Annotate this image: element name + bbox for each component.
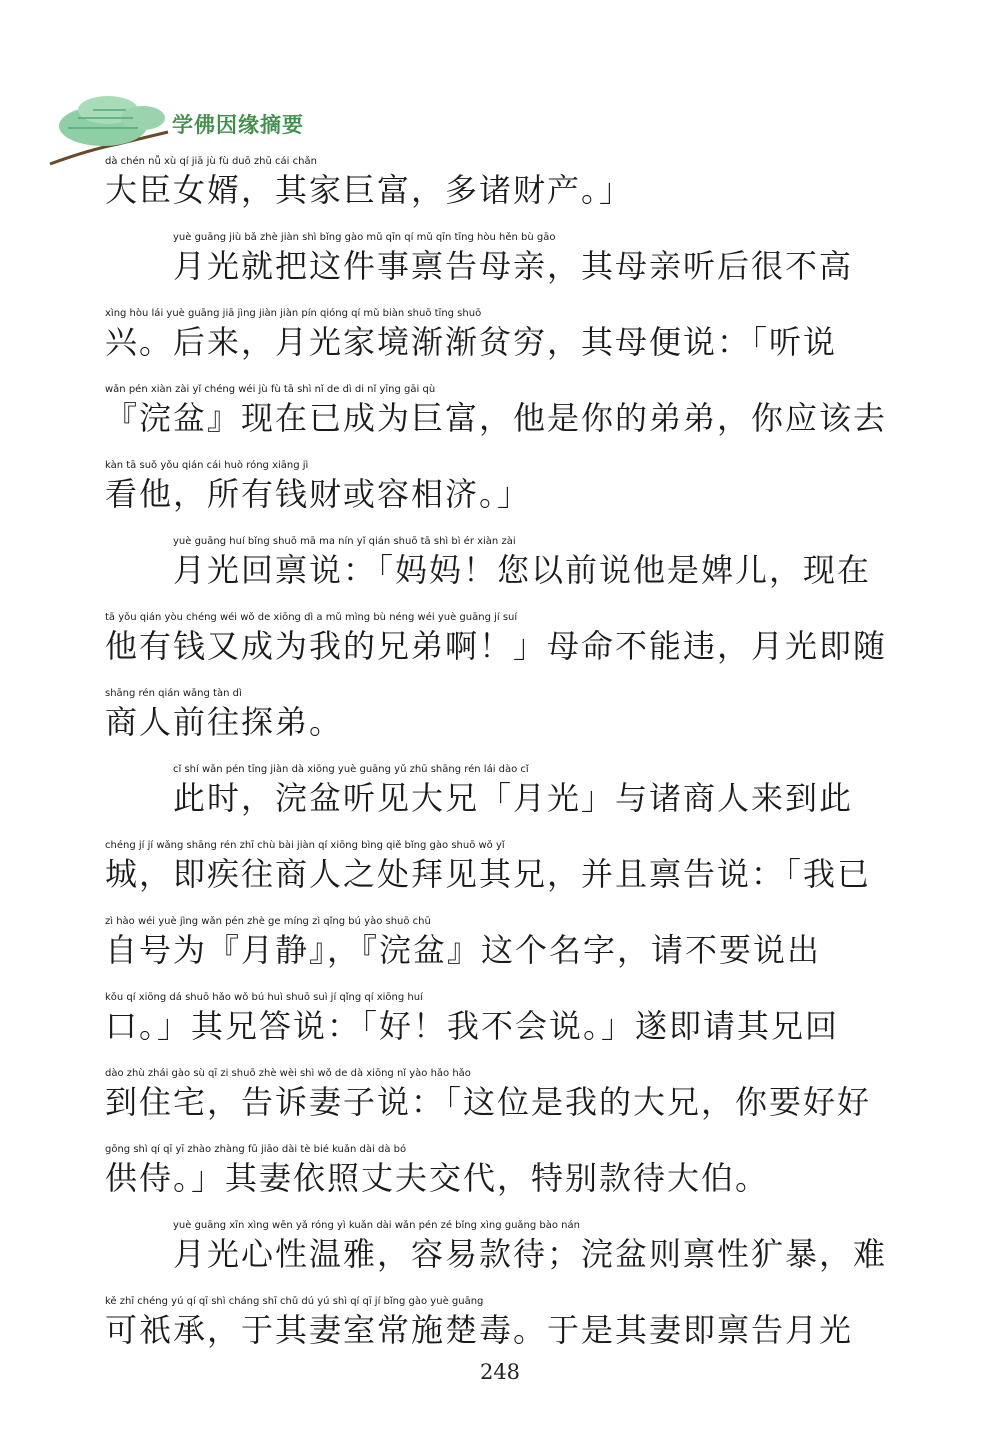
chinese-text: 供侍。」其妻依照丈夫交代，特别款待大伯。 bbox=[105, 1159, 770, 1197]
pinyin-annotation: kǒu qí xiōng dá shuō hǎo wǒ bú huì shuō suì jí qǐng qí xiōng huí bbox=[105, 992, 423, 1003]
pinyin-annotation: gōng shì qí qī yī zhào zhàng fū jiāo dài tè bié kuǎn dài dà bó bbox=[105, 1144, 407, 1155]
text-line bbox=[105, 534, 905, 610]
chinese-text: 月光就把这件事禀告母亲，其母亲听后很不高 bbox=[173, 247, 854, 285]
text-line bbox=[105, 1218, 905, 1294]
text-line bbox=[105, 1294, 905, 1370]
chinese-text: 此时，浣盆听见大兄「月光」与诸商人来到此 bbox=[173, 779, 854, 817]
pinyin-annotation: zì hào wéi yuè jìng wǎn pén zhè ge míng zì qǐng bú yào shuō chū bbox=[105, 916, 431, 927]
text-line bbox=[105, 762, 905, 838]
text-line bbox=[105, 610, 905, 686]
chinese-text: 月光回禀说：「妈妈！您以前说他是婢儿，现在 bbox=[173, 551, 872, 589]
text-line bbox=[105, 306, 905, 382]
pinyin-annotation: shāng rén qián wǎng tàn dì bbox=[105, 688, 242, 699]
chinese-text: 看他，所有钱财或容相济。」 bbox=[105, 475, 532, 513]
text-line bbox=[105, 838, 905, 914]
pinyin-annotation: yuè guāng huí bǐng shuō mā ma nín yǐ qián shuō tā shì bì ér xiàn zài bbox=[173, 536, 516, 547]
chapter-title: 学佛因缘摘要 bbox=[172, 113, 304, 137]
chinese-text: 『浣盆』现在已成为巨富，他是你的弟弟，你应该去 bbox=[105, 399, 888, 437]
text-line bbox=[105, 1066, 905, 1142]
chinese-text: 商人前往探弟。 bbox=[105, 703, 344, 741]
pinyin-annotation: dào zhù zhái gào sù qī zi shuō zhè wèi shì wǒ de dà xiōng nǐ yào hǎo hǎo bbox=[105, 1068, 471, 1079]
text-line bbox=[105, 382, 905, 458]
article-body bbox=[105, 154, 905, 1370]
page-number: 248 bbox=[479, 1360, 521, 1384]
chinese-text: 到住宅，告诉妻子说：「这位是我的大兄，你要好好 bbox=[105, 1083, 872, 1121]
pinyin-annotation: kàn tā suǒ yǒu qián cái huò róng xiāng jì bbox=[105, 460, 309, 471]
text-line bbox=[105, 458, 905, 534]
chinese-text: 大臣女婿，其家巨富，多诸财产。」 bbox=[105, 171, 634, 209]
pinyin-annotation: dà chén nǚ xù qí jiā jù fù duō zhū cái chǎn bbox=[105, 156, 317, 167]
text-line bbox=[105, 230, 905, 306]
text-line bbox=[105, 154, 905, 230]
pinyin-annotation: yuè guāng jiù bǎ zhè jiàn shì bǐng gào mǔ qīn qí mǔ qīn tīng hòu hěn bù gāo bbox=[173, 232, 556, 243]
chinese-text: 口。」其兄答说：「好！我不会说。」遂即请其兄回 bbox=[105, 1007, 840, 1045]
chinese-text: 他有钱又成为我的兄弟啊！」母命不能违，月光即随 bbox=[105, 627, 888, 665]
pinyin-annotation: chéng jí jí wǎng shāng rén zhī chù bài jiàn qí xiōng bìng qiě bǐng gào shuō wǒ yǐ bbox=[105, 840, 505, 851]
pinyin-annotation: xìng hòu lái yuè guāng jiā jìng jiàn jiàn pín qióng qí mǔ biàn shuō tīng shuō bbox=[105, 308, 482, 319]
chinese-text: 兴。后来，月光家境渐渐贫穷，其母便说：「听说 bbox=[105, 323, 838, 361]
text-line bbox=[105, 914, 905, 990]
pinyin-annotation: tā yǒu qián yòu chéng wéi wǒ de xiōng dì a mǔ mìng bù néng wéi yuè guāng jí suí bbox=[105, 612, 518, 623]
text-line bbox=[105, 1142, 905, 1218]
pinyin-annotation: yuè guāng xīn xìng wēn yǎ róng yì kuǎn dài wǎn pén zé bǐng xìng guǎng bào nán bbox=[173, 1220, 580, 1231]
pinyin-annotation: cǐ shí wǎn pén tīng jiàn dà xiōng yuè guāng yǔ zhū shāng rén lái dào cǐ bbox=[173, 764, 529, 775]
text-line bbox=[105, 990, 905, 1066]
text-line bbox=[105, 686, 905, 762]
pinyin-annotation: kě zhī chéng yú qí qī shì cháng shī chǔ dú yú shì qí qī jí bǐng gào yuè guāng bbox=[105, 1296, 484, 1307]
pinyin-annotation: wǎn pén xiàn zài yǐ chéng wéi jù fù tā shì nǐ de dì di nǐ yīng gāi qù bbox=[105, 384, 436, 395]
chinese-text: 可祇承，于其妻室常施楚毒。于是其妻即禀告月光 bbox=[105, 1311, 854, 1349]
chinese-text: 月光心性温雅，容易款待；浣盆则禀性犷暴，难 bbox=[173, 1235, 888, 1273]
chinese-text: 自号为『月静』，『浣盆』这个名字，请不要说出 bbox=[105, 931, 822, 969]
chinese-text: 城，即疾往商人之处拜见其兄，并且禀告说：「我已 bbox=[105, 855, 872, 893]
